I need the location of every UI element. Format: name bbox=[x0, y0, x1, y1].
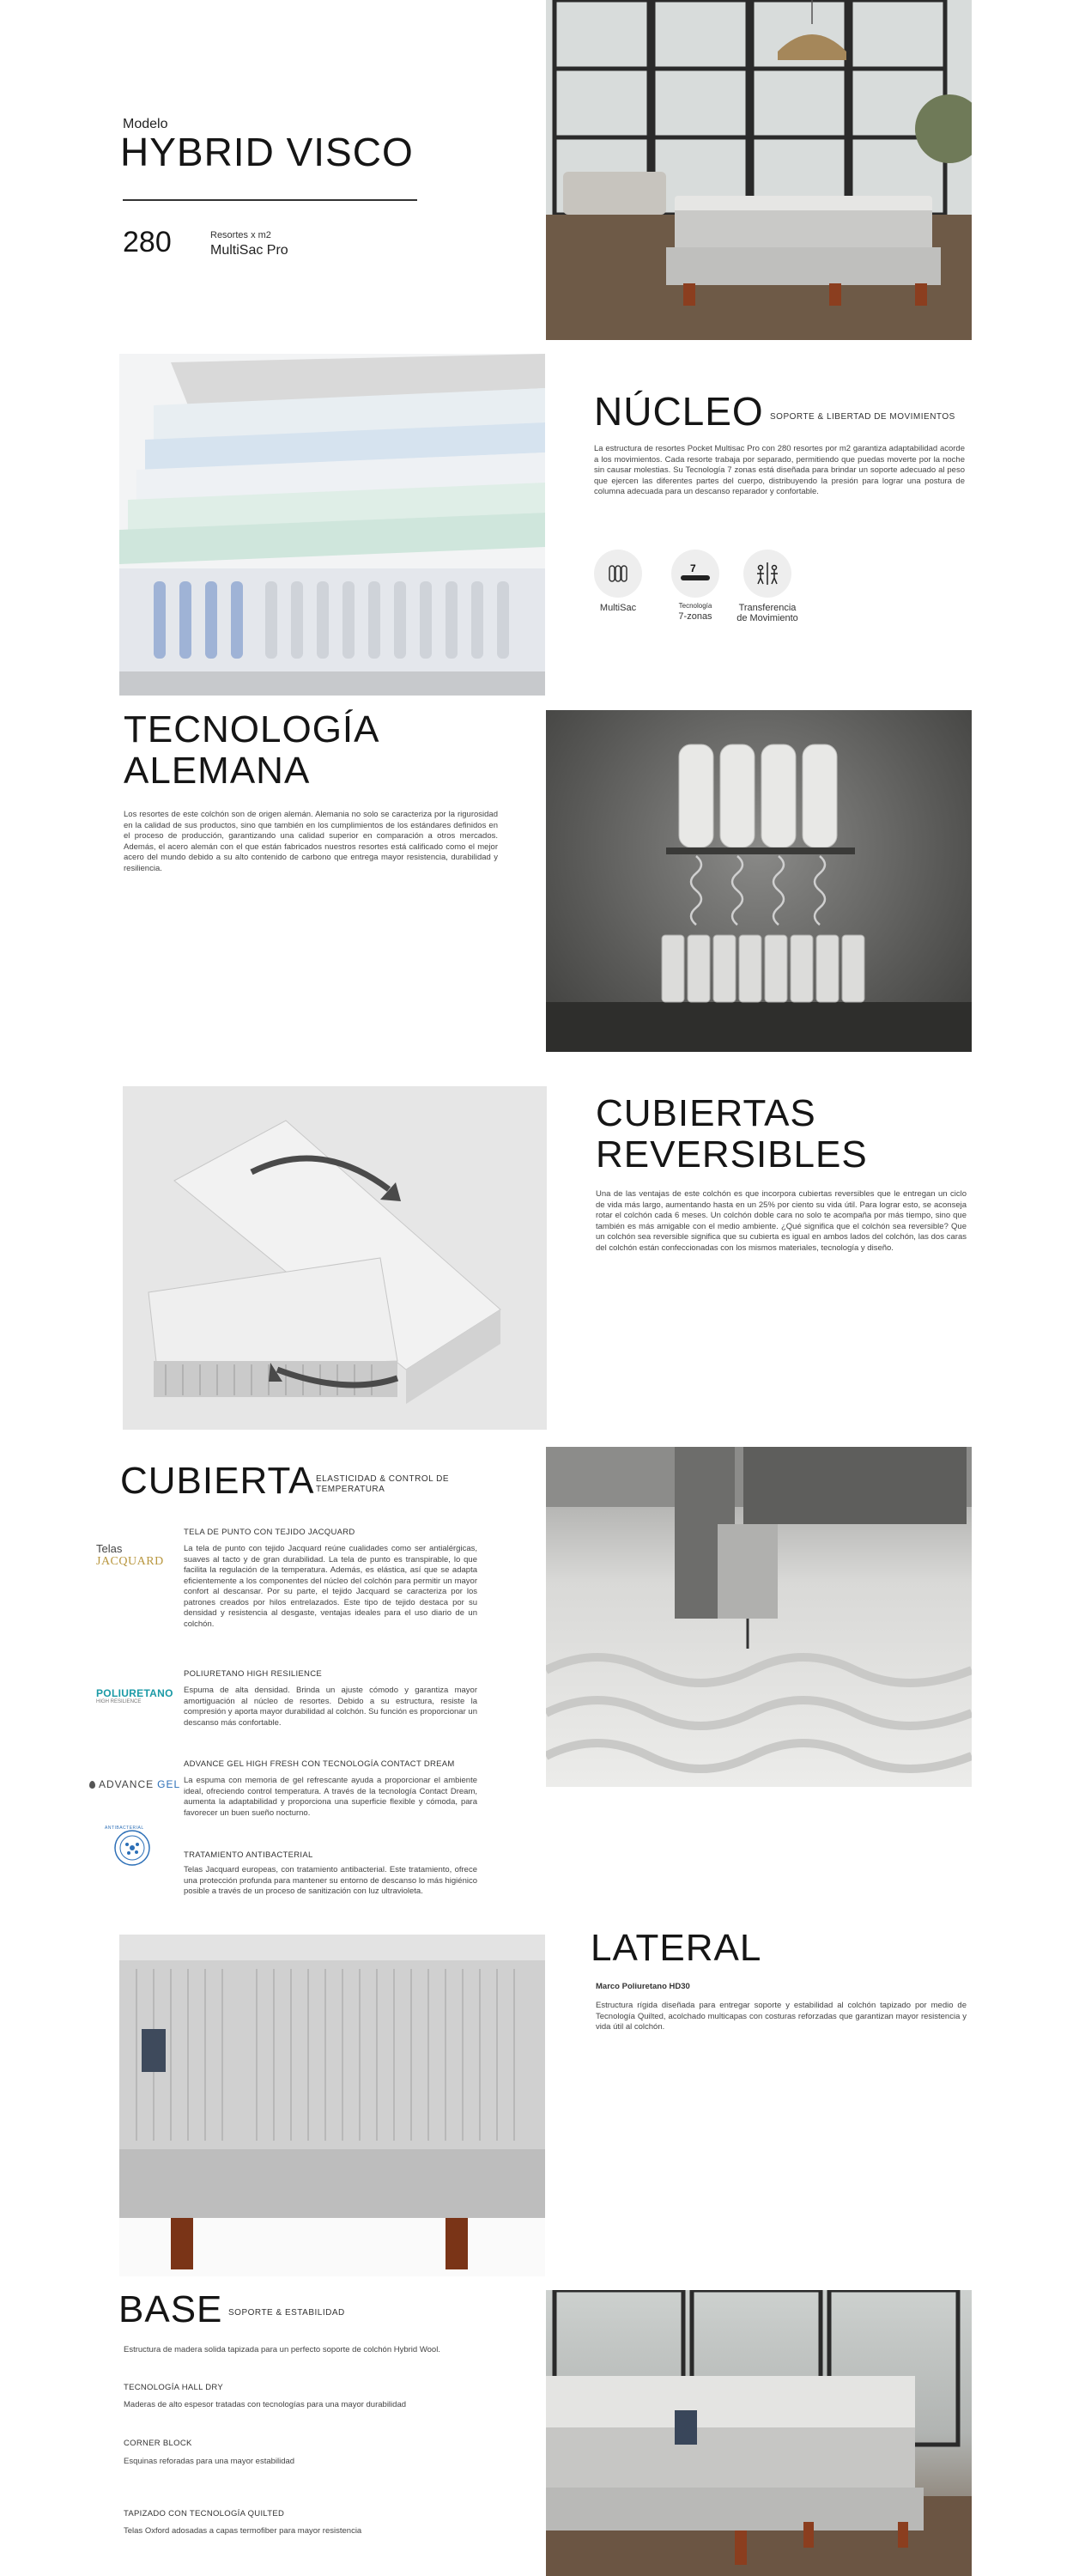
nucleo-title: NÚCLEO bbox=[594, 389, 764, 434]
antibacterial-text: Telas Jacquard europeas, con tratamiento antibacterial. Este tratamiento, ofrece una protección profunda para mantener su entorno de descanso lo más higiénico posible a través de un proceso de sanitización con luz ultravioleta. bbox=[184, 1865, 477, 1896]
seven-zones-icon bbox=[671, 550, 719, 598]
tecnologia-title-line2: ALEMANA bbox=[124, 750, 311, 792]
nucleo-icon-multisac bbox=[594, 550, 642, 613]
springs-illustration bbox=[546, 710, 972, 1052]
poliuretano-text: Espuma de alta densidad. Brinda un ajuste cómodo y garantiza mayor amortiguación al núcleo de resortes. Debido a su estructura, resiste la compresión y aporta mayor durabilidad al colchón. Su función es proporcionar un descanso más confortable. bbox=[184, 1686, 477, 1728]
spring-unit: Resortes x m2 bbox=[210, 230, 271, 240]
cubiertas-title-line1: CUBIERTAS bbox=[596, 1092, 816, 1134]
cubierta-subtitle-line1: ELASTICIDAD & CONTROL DE bbox=[316, 1474, 449, 1484]
poliuretano-title: POLIURETANO HIGH RESILIENCE bbox=[184, 1669, 323, 1679]
base-item-text-2: Esquinas reforadas para una mayor estabilidad bbox=[124, 2457, 295, 2466]
advance-gel-logo-line1: ADVANCE bbox=[99, 1778, 155, 1790]
antibacterial-logo-text: ANTIBACTERIAL bbox=[105, 1826, 144, 1831]
quilting-machine-photo bbox=[546, 1447, 972, 1787]
tecnologia-text: Los resortes de este colchón son de origen alemán. Alemania no solo se caracteriza por la rigurosidad en la calidad de sus productos, sino que también en los cumplimientos de los estándares definidos en el proceso de producción, garantizando una calidad superior en comparación a otros mercados. Además, el acero alemán con el que están fabricados nuestros resortes está calificado como el mejor acero del mundo debido a su alto contenido de carbono que entrega mayor resistencia, durabilidad y resiliencia. bbox=[124, 810, 498, 873]
bedroom-photo bbox=[546, 0, 972, 340]
seven-badge: 7 bbox=[690, 562, 696, 574]
reversible-illustration bbox=[123, 1086, 547, 1430]
advance-gel-logo-line2: GEL bbox=[157, 1778, 181, 1790]
jacquard-logo bbox=[96, 1542, 173, 1569]
model-label: Modelo bbox=[123, 117, 168, 131]
base-item-text-3: Telas Oxford adosadas a capas termofiber para mayor resistencia bbox=[124, 2526, 362, 2536]
jacquard-title: TELA DE PUNTO CON TEJIDO JACQUARD bbox=[184, 1528, 355, 1537]
quilting-illustration bbox=[546, 1447, 972, 1787]
lateral-text: Estructura rígida diseñada para entregar soporte y estabilidad al colchón tapizado por medio de Tecnología Quilted, acolchado multicapas con costuras reforzadas que garantizan mayor resistencia y vida útil al colchón. bbox=[596, 2001, 967, 2032]
base-title: BASE bbox=[118, 2288, 223, 2330]
spring-type: MultiSac Pro bbox=[210, 243, 288, 258]
base-item-title-1: TECNOLOGÍA HALL DRY bbox=[124, 2383, 224, 2392]
nucleo-icon-motion-transfer bbox=[733, 550, 802, 623]
base-item-title-3: TAPIZADO CON TECNOLOGÍA QUILTED bbox=[124, 2509, 285, 2518]
lateral-illustration bbox=[119, 1935, 545, 2276]
motion-transfer-icon bbox=[743, 550, 791, 598]
multisac-label: MultiSac bbox=[599, 603, 637, 613]
poliuretano-logo-line1: POLIURETANO bbox=[96, 1687, 173, 1699]
antibacterial-title: TRATAMIENTO ANTIBACTERIAL bbox=[184, 1850, 313, 1860]
jacquard-text: La tela de punto con tejido Jacquard reúne cualidades como ser antialérgicas, suaves al tacto y de gran durabilidad. La tela de punto es transpirable, lo que facilita la regulación de la temperatura. Además, es elástica, así que se adapta eficientemente a los componentes del núcleo del colchón para permitir un mayor confort al descansar. Por su parte, el tejido Jacquard se caracteriza por los patrones creados por hilos entrelazados. Este tipo de tejido destaca por su densidad y resistencia al desgaste, ventajas ideales para el uso diario de un colchón. bbox=[184, 1544, 477, 1629]
gel-drop-icon bbox=[89, 1781, 95, 1789]
cubiertas-title-line2: REVERSIBLES bbox=[596, 1133, 868, 1176]
seven-zones-label: 7-zonas bbox=[678, 611, 712, 622]
mattress-layers-photo bbox=[119, 354, 545, 696]
cubierta-subtitle-line2: TEMPERATURA bbox=[316, 1485, 385, 1494]
base-intro: Estructura de madera solida tapizada para un perfecto soporte de colchón Hybrid Wool. bbox=[124, 2345, 440, 2354]
lateral-item-title: Marco Poliuretano HD30 bbox=[596, 1982, 690, 1991]
nucleo-subtitle: SOPORTE & LIBERTAD DE MOVIMIENTOS bbox=[770, 412, 955, 422]
hero-section bbox=[0, 0, 1085, 343]
title-divider bbox=[123, 199, 417, 201]
cubiertas-text: Una de las ventajas de este colchón es que incorpora cubiertas reversibles que le entregan un ciclo de vida más largo, aumentando hasta en un 25% por ciento su vida útil. Para lograr esto, se aconseja rotar el colchón cada 6 meses. Un colchón doble cara no solo te acompaña por más tiempo, sino que también es más amigable con el medio ambiente. ¿Qué significa que el colchón sea reversible? Que un colchón sea reversible significa que su cubierta es igual en ambos lados del colchón, las dos caras del colchón están confeccionadas con los mismos materiales, tecnología y diseño. bbox=[596, 1189, 967, 1253]
base-subtitle: SOPORTE & ESTABILIDAD bbox=[228, 2308, 345, 2318]
jacquard-logo-line2: JACQUARD bbox=[96, 1555, 164, 1568]
lateral-mattress-photo bbox=[119, 1935, 545, 2276]
bedroom-illustration bbox=[546, 0, 972, 340]
tecnologia-title-line1: TECNOLOGÍA bbox=[124, 708, 380, 750]
advance-gel-title: ADVANCE GEL HIGH FRESH CON TECNOLOGÍA CONTACT DREAM bbox=[184, 1759, 455, 1769]
antibacterial-badge-icon bbox=[113, 1829, 151, 1867]
lateral-title: LATERAL bbox=[591, 1927, 762, 1969]
cubierta-title: CUBIERTA bbox=[120, 1460, 315, 1502]
seven-zones-small-label: Tecnología bbox=[678, 602, 712, 610]
spring-count: 280 bbox=[123, 226, 172, 258]
advance-gel-logo bbox=[89, 1778, 185, 1790]
antibacterial-logo bbox=[113, 1829, 151, 1867]
base-bed-photo bbox=[546, 2290, 972, 2576]
springs-photo bbox=[546, 710, 972, 1052]
poliuretano-logo-line2: HIGH RESILIENCE bbox=[96, 1699, 142, 1704]
base-bed-illustration bbox=[546, 2290, 972, 2576]
model-name: HYBRID VISCO bbox=[120, 130, 414, 174]
jacquard-logo-line1: Telas bbox=[96, 1542, 123, 1555]
poliuretano-logo bbox=[96, 1687, 182, 1704]
advance-gel-text: La espuma con memoria de gel refrescante ayuda a proporcionar el ambiente ideal, ofreciendo control temperatura. A través de la tecnología Contact Dream, aumenta la adaptabilidad y proporciona una superficie flexible y cómoda, para favorecer un buen sueño nocturno. bbox=[184, 1776, 477, 1818]
reversible-mattress-photo bbox=[123, 1086, 547, 1430]
multisac-icon bbox=[594, 550, 642, 598]
nucleo-icon-seven-zones bbox=[668, 550, 723, 622]
nucleo-text: La estructura de resortes Pocket Multisac Pro con 280 resortes por m2 garantiza adaptabilidad acorde a los movimientos. Cada resorte trabaja por separado, permitiendo que puedas moverte por la noche sin causar molestias. Su Tecnología 7 zonas está diseñada para brindar un soporte adecuado al peso que ejercen las diferentes partes del cuerpo, distribuyendo la presión para lograr una postura de columna adecuada para un descanso reparador y confortable. bbox=[594, 444, 965, 496]
layers-illustration bbox=[119, 354, 545, 696]
base-item-title-2: CORNER BLOCK bbox=[124, 2439, 192, 2448]
base-item-text-1: Maderas de alto espesor tratadas con tecnologías para una mayor durabilidad bbox=[124, 2400, 407, 2409]
motion-transfer-label: Transferencia de Movimiento bbox=[736, 603, 798, 623]
